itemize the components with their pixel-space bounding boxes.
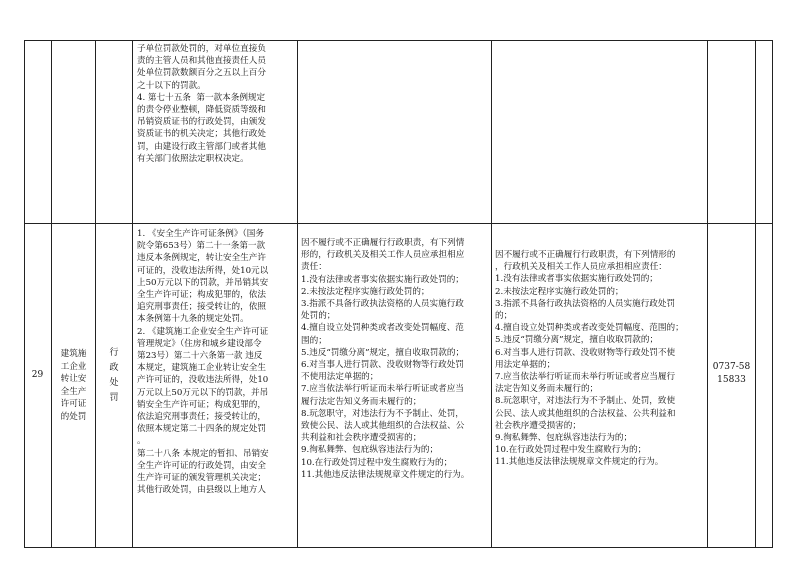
text-line: 1.没有法律或者事实依据实施行政处罚的；	[495, 274, 658, 285]
text-char: 行	[109, 348, 119, 358]
text-line: 2.未按法定程序实施行政处罚的；	[495, 286, 624, 297]
text-line: 第二十八条 本规定的暂扣、吊销安	[137, 448, 269, 459]
text-line: 11.其他违反法律法规规章文件规定的行为。	[495, 457, 664, 468]
text-line: 社会秩序遭受损害的；	[495, 420, 581, 431]
text-line: 本规定，建筑施工企业转让安全生	[137, 363, 266, 374]
text-line: 的责令停业整顿，降低资质等级和	[137, 105, 266, 116]
text-line: 建筑施	[60, 349, 87, 359]
text-line: 之十以下的罚款。	[137, 80, 206, 91]
text-line: 的处罚	[60, 411, 87, 422]
text-line: 处罚的；	[301, 311, 336, 322]
top-row-basis-text	[137, 43, 295, 165]
text-line: 全生产	[60, 386, 87, 397]
text-line: 4. 第七十五条 第一款本条例规定	[137, 92, 266, 103]
text-line: 法定告知义务而未履行的；	[495, 384, 599, 395]
text-line: 罚，由建设行政主管部门或者其他	[137, 141, 266, 152]
text-line: 围的；	[301, 335, 327, 346]
text-line: 1.没有法律或者事实依据实施行政处罚的；	[301, 274, 464, 285]
text-line: 依法追究刑事责任；接受转让的，	[137, 412, 266, 423]
text-line: 依照本规定第二十四条的规定处罚	[137, 424, 266, 435]
accountability-text	[495, 249, 705, 469]
text-line: 责任：	[301, 262, 327, 273]
text-line: 15833	[717, 375, 746, 385]
text-line: 产许可证的，没收违法所得，处10	[137, 375, 269, 386]
text-char: 罚	[109, 393, 119, 403]
duty-text	[301, 237, 489, 481]
contact-phone	[708, 361, 755, 387]
text-line: 6.对当事人进行罚款、没收财物等行政处罚	[301, 360, 464, 371]
text-line: 子单位罚款处罚的，对单位直接负	[137, 44, 266, 54]
text-line: 销安全生产许可证；构成犯罪的，	[137, 399, 266, 410]
text-line: 。	[137, 436, 146, 447]
text-line: 3.指派不具备行政执法资格的人员实施行政	[301, 299, 464, 310]
text-line: 2. 《建筑施工企业安全生产许可证	[137, 326, 269, 337]
text-line: 追究刑事责任；接受转让的，依照	[137, 302, 266, 313]
text-line: 8.玩忽职守，对违法行为不予制止、处罚，致使	[495, 396, 676, 407]
text-line: ，行政机关及相关工作人员应承担相应责任：	[495, 262, 667, 273]
text-line: 1. 《安全生产许可证条例》（国务	[137, 229, 264, 239]
text-line: 责的主管人员和其他直接责任人员	[137, 56, 266, 67]
text-line: 0737-58	[712, 362, 751, 372]
text-line: 用法定单据的；	[495, 359, 556, 370]
text-line: 6.对当事人进行罚款、没收财物等行政处罚不使	[495, 347, 676, 358]
text-line: 上50万元以下的罚款，并吊销其安	[137, 277, 269, 288]
text-line: 4.擅自设立处罚种类或者改变处罚幅度、范围的；	[495, 323, 684, 334]
text-line: 的；	[495, 311, 513, 322]
legal-basis-text	[137, 228, 295, 496]
text-line: 不使用法定单据的；	[301, 372, 379, 383]
text-line: 共利益和社会秩序遭受损害的；	[301, 433, 422, 444]
text-line: 本条例第十九条的规定处罚。	[137, 314, 249, 325]
text-line: 9.徇私舞弊、包庇纵容违法行为的；	[301, 445, 439, 456]
item-category	[96, 346, 132, 406]
text-line: 3.指派不具备行政执法资格的人员实施行政处罚	[495, 298, 676, 309]
text-line: 公民、法人或其他组织的合法权益、公共利益和	[495, 408, 676, 419]
text-line: 2.未按法定程序实施行政处罚的；	[301, 286, 430, 297]
text-line: 10.在行政处罚过程中发生腐败行为的；	[495, 445, 647, 456]
text-line: 违反本条例规定，转让安全生产许	[137, 253, 266, 264]
text-line: 资质证书的机关决定；其他行政处	[137, 129, 266, 140]
text-line: 4.擅自设立处罚种类或者改变处罚幅度、范	[301, 323, 464, 334]
text-line: 有关部门依照法定职权决定。	[137, 153, 249, 164]
text-line: 可证的，没收违法所得，处10元以	[137, 265, 269, 276]
text-line: 吊销资质证书的行政处罚，由颁发	[137, 117, 266, 128]
text-line: 形的，行政机关及相关工作人员应承担相应	[301, 250, 465, 261]
text-line: 生产许可证的颁发管理机关决定；	[137, 473, 266, 484]
text-line: 其他行政处罚，由县级以上地方人	[137, 485, 266, 496]
row-index: 29	[31, 370, 44, 380]
text-char: 政	[109, 363, 119, 373]
text-line: 转让安	[60, 374, 87, 384]
text-line: 8.玩忽职守，对违法行为不予制止、处罚，	[301, 408, 464, 419]
text-line: 第23号）第二十六条第一款 违反	[137, 351, 263, 362]
text-line: 10.在行政处罚过程中发生腐败行为的；	[301, 457, 453, 468]
text-line: 许可证	[60, 399, 87, 409]
text-line: 全生产许可证；构成犯罪的，依法	[137, 290, 266, 301]
text-line: 工企业	[60, 361, 87, 372]
text-line: 院令第653号）第二十一条第一款	[137, 241, 266, 252]
text-line: 处单位罚款数额百分之五以上百分	[137, 68, 266, 79]
text-line: 管理规定》（住房和城乡建设部令	[137, 338, 262, 349]
text-line: 11.其他违反法律法规规章文件规定的行为。	[301, 469, 470, 480]
text-line: 全生产许可证的行政处罚，由安全	[137, 460, 266, 471]
text-line: 9.徇私舞弊、包庇纵容违法行为的；	[495, 433, 633, 444]
text-line: 万元以上50万元以下的罚款，并吊	[137, 387, 269, 398]
item-name	[52, 348, 95, 423]
text-line: 5.违反“罚缴分离”规定，擅自收取罚款的；	[495, 335, 659, 346]
text-line: 履行法定告知义务而未履行的；	[301, 396, 422, 407]
text-line: 7.应当依法举行听证而未举行听证或者应当履行	[495, 372, 676, 383]
text-line: 5.违反“罚缴分离”规定，擅自收取罚款的；	[301, 347, 465, 358]
text-line: 7.应当依法举行听证而未举行听证或者应当	[301, 384, 464, 395]
text-line: 因不履行或不正确履行行政职责，有下列情形的	[495, 250, 676, 260]
text-line: 因不履行或不正确履行行政职责，有下列情	[301, 238, 465, 248]
text-char: 处	[109, 378, 119, 388]
text-line: 致使公民、法人或其他组织的合法权益、公	[301, 421, 465, 432]
